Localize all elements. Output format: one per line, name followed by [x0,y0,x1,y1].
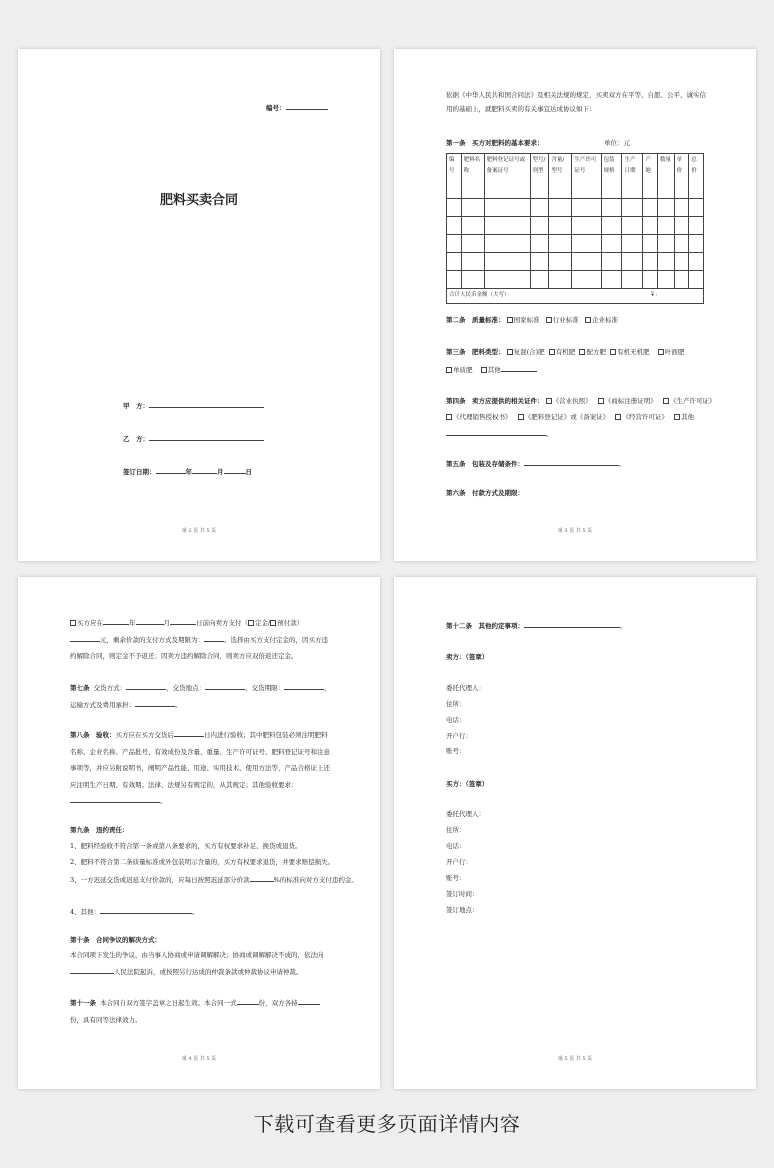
table-header-cell: 生产日期 [622,154,643,199]
article-1-label: 第一条 买方对肥料的基本要求： [446,139,544,147]
checkbox-icon[interactable] [270,620,276,626]
table-row [447,253,704,271]
table-header-cell: 数量 [657,154,674,199]
article-5-label: 第五条 包装及存储条件： [446,460,524,468]
option-label: 《生产许可证》 [669,397,716,405]
seller-signature-label: 卖方：（签章） [446,653,489,661]
buyer-field: 住所： [446,826,466,834]
article-4-row-3: 。 [446,429,553,438]
table-header-cell: 产地 [643,154,658,199]
table-row [447,217,704,235]
option-label: 《代理销售授权书》 [453,413,512,421]
option-label: 有机肥 [555,348,576,356]
checkbox-icon[interactable] [658,349,664,355]
seller-field: 住所： [446,700,466,708]
article-10-label: 第十条 合同争议的解决方式： [70,936,161,944]
buyer-field: 签订时间： [446,890,479,898]
seller-field: 电话： [446,716,466,724]
page-footer: 第 4 页 共 5 页 [181,1056,217,1062]
party-b-label: 乙 方： [123,435,149,443]
article-4-row-1 [446,398,715,405]
seller-field: 委托代理人： [446,684,485,692]
article-5-row: 第五条 包装及存储条件： 。 [446,460,626,468]
article-10-paragraph: 本合同项下发生的争议，由当事人协商或申请调解解决；协商或调解解决不成的，依法向人民法院起诉，或按照另行达成的仲裁条款或仲裁协议申请仲裁。 [70,951,324,976]
intro-paragraph: 依据《中华人民共和国合同法》及相关法规的规定，买卖双方在平等、自愿、公平、诚实信用的基础上，就肥料买卖的有关事宜达成协议如下： [446,91,706,113]
day-label: 日 [245,468,252,476]
buyer-field: 开户行： [446,858,472,866]
buyer-field: 委托代理人： [446,810,485,818]
buyer-field: 账号： [446,874,466,882]
table-header-cell: 肥料名称 [461,154,484,199]
contract-page-4 [394,577,756,1089]
checkbox-icon[interactable] [446,367,452,373]
party-b-blank [149,434,264,441]
article-3-row-2 [446,365,537,374]
page-footer: 第 2 页 共 5 页 [181,528,217,534]
article-11-paragraph: 第十一条 本合同自双方签字盖章之日起生效。本合同一式 份，双方各持份，具有同等法律效力。 [70,995,332,1028]
checkbox-icon[interactable] [585,317,591,323]
option-label: 配方肥 [586,348,606,356]
buyer-field: 电话： [446,842,466,850]
sign-date-label: 签订日期： [123,468,156,476]
checkbox-icon[interactable] [481,367,487,373]
items-table [446,153,704,304]
checkbox-icon[interactable] [70,620,76,626]
option-label: 有机无机肥 [617,348,650,356]
article-8-label: 第八条 验收： [70,731,116,739]
download-more-caption: 下载可查看更多页面详情内容 [253,1112,521,1136]
buyer-signature-label: 买方：（签章） [446,780,489,788]
option-label: 单质肥 [453,366,473,374]
checkbox-icon[interactable] [507,349,513,355]
party-a-blank [149,401,264,408]
table-row [447,271,704,289]
option-label: 《营业执照》 [552,397,592,405]
table-header-cell: 单价 [674,154,689,199]
month-label: 月 [217,468,224,476]
checkbox-icon[interactable] [598,398,604,404]
page-footer: 第 3 页 共 5 页 [557,528,593,534]
contract-page-cover [18,49,380,561]
contract-number-row [266,103,328,112]
contract-page-3 [18,577,380,1089]
option-label: 《商标注册证明》 [604,397,657,405]
table-header-cell: 编号 [447,154,462,199]
unit-label: 单位：元 [604,139,630,147]
seller-field: 账号： [446,747,466,755]
article-2-row [446,317,618,324]
article-11-label: 第十一条 [70,999,96,1007]
option-label: 其他 [487,366,501,374]
contract-page-2 [394,49,756,561]
party-a-label: 甲 方： [123,402,149,410]
checkbox-icon[interactable] [507,317,513,323]
table-header-cell: 含量/型号 [549,154,572,199]
buyer-field: 签订地点： [446,906,479,914]
party-b-row [123,434,264,443]
total-amount-label: 合计人民币金额（大写）： [449,292,513,298]
checkbox-icon[interactable] [446,414,452,420]
total-yuan-symbol: ￥： [649,292,661,298]
table-row [447,199,704,217]
checkbox-icon[interactable] [674,414,680,420]
checkbox-icon[interactable] [518,414,524,420]
option-label: 叶面肥 [664,348,685,356]
checkbox-icon[interactable] [549,349,555,355]
article-4-other-blank [446,429,546,436]
article-6-label: 第六条 付款方式及期限： [446,489,524,497]
article-3-row-1 [446,349,684,356]
table-total-row [447,289,704,304]
checkbox-icon[interactable] [546,398,552,404]
article-9-item-1: 1、肥料经验收不符合第一条或第八条要求的，买方有权要求补足、换货或退货。 [70,842,302,850]
article-8-paragraph: 第八条 验收：买方应在买方交货后 日内进行验收；其中肥料包装必须注明肥料名称、企业名称、产品批号、有效成份及含量、重量、生产许可证号、肥料登记证号和注意事项等，并应另附说明书，阐明产品性能、用途、实用技术、使用方法等，产品合格证上还应注明生产日期、有效期；法律、法规另有规定的，从其规定；其他验收要求：。 [70,731,330,805]
article-9-label: 第九条 违约责任： [70,826,129,834]
contract-number-label: 编号： [266,104,286,112]
article-12-row: 第十二条 其他约定事项： 。 [446,622,627,630]
option-label: 《肥料登记证》或《备案证》 [524,413,610,421]
table-header-cell: 总价 [689,154,704,199]
article-9-item-2: 2、肥料不符合第二条质量标准或外包装明示含量的，买方有权要求退货，并要求赔偿损失。 [70,858,335,866]
table-header-row [447,154,704,199]
contract-title: 肥料买卖合同 [159,193,238,208]
checkbox-icon[interactable] [610,349,616,355]
article-5-blank [524,459,619,466]
seller-field: 开户行： [446,732,472,740]
article-9-item-4: 4、其他： 。 [70,908,199,916]
table-row [447,235,704,253]
checkbox-icon[interactable] [546,317,552,323]
checkbox-icon[interactable] [663,398,669,404]
option-label: 国家标准 [513,316,540,324]
sign-date-row [123,467,252,476]
option-label: 其他 [681,413,695,421]
article-12-blank [524,621,620,628]
article-4-row-2 [446,414,694,421]
option-label: 行业标准 [552,316,579,324]
party-a-row [123,401,264,410]
checkbox-icon[interactable] [579,349,585,355]
option-label: 《经营许可证》 [622,413,668,421]
checkbox-icon[interactable] [248,620,254,626]
payment-paragraph: 买方应在 年 月 日前向卖方支付（ 定金/ 预付款）元，剩余价款的支付方式及期限为： 。选择由买方支付定金的，因买方违约解除合同，则定金不予返还；因卖方违约解除合同，则卖方应双倍返还定金。 [70,619,328,660]
table-header-cell: 肥料登记证号或备案证号 [484,154,530,199]
article-12-label: 第十二条 其他约定事项： [446,622,524,630]
article-3-label: 第三条 肥料类型： [446,348,505,356]
contract-number-blank [286,103,328,110]
table-header-cell: 生产许可证号 [572,154,601,199]
table-header-cell: 型号/剂型 [530,154,549,199]
year-label: 年 [185,468,192,476]
article-7-paragraph: 第七条 交货方式： ，交货地点： ，交货期限： ，运输方式及费用承担： 。 [70,684,331,709]
option-label: 企业标准 [591,316,618,324]
article-4-label: 第四条 卖方应提供的相关证件： [446,397,544,405]
article-9-item-3: 3、一方迟延交货或迟延支付价款的，应每日按照迟延部分价款 %的标准向对方支付违约金。 [70,876,358,884]
article-7-label: 第七条 [70,684,90,692]
article-2-label: 第二条 质量标准： [446,316,505,324]
page-footer: 第 5 页 共 5 页 [557,1056,593,1062]
option-label: 复混(合)肥 [513,348,545,356]
checkbox-icon[interactable] [615,414,621,420]
table-header-cell: 包装规格 [601,154,622,199]
